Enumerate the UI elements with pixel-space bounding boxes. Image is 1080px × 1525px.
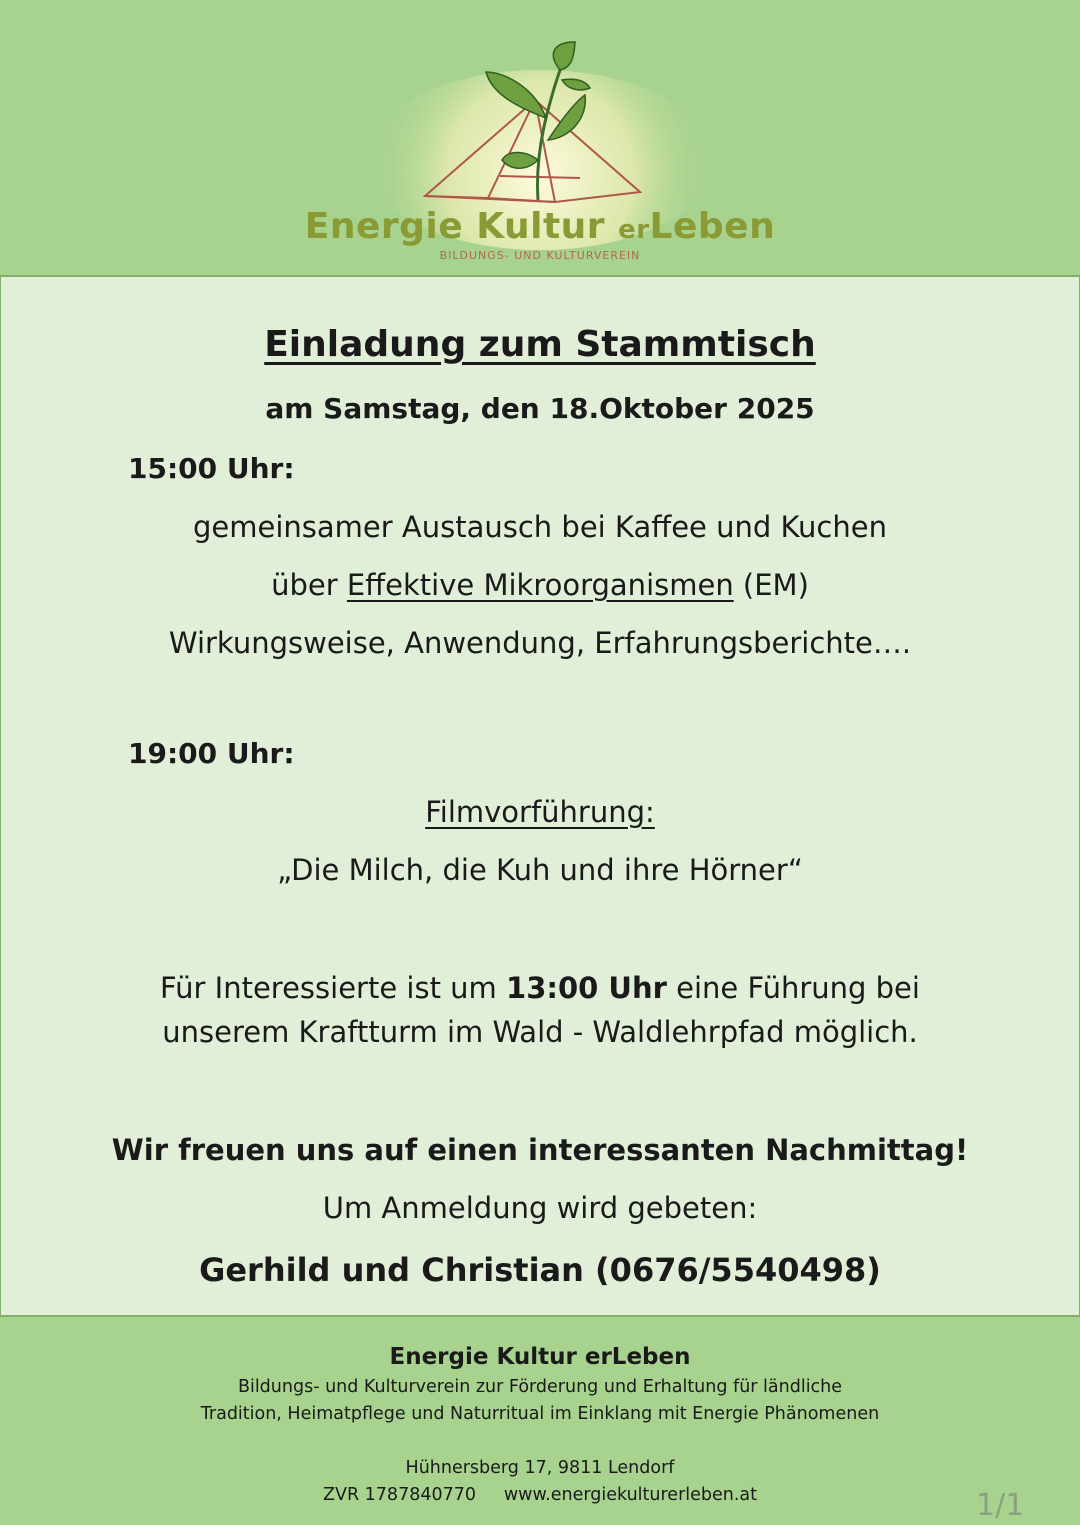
footer-website: www.energiekulturerleben.at	[503, 1485, 758, 1505]
closing-text: Wir freuen uns auf einen interessanten Nachmittag!	[111, 1133, 969, 1167]
film-label: Filmvorführung:	[425, 795, 655, 829]
logo-subtitle: BILDUNGS- UND KULTURVEREIN	[439, 249, 641, 262]
program-line-1: gemeinsamer Austausch bei Kaffee und Kuchen	[193, 510, 887, 544]
contact-info: Gerhild und Christian (0676/5540498)	[199, 1251, 881, 1289]
registration-text: Um Anmeldung wird gebeten:	[322, 1191, 758, 1225]
time-slot-1: 15:00 Uhr:	[128, 452, 295, 485]
footer-zvr-website	[0, 1485, 1080, 1505]
time-slot-2: 19:00 Uhr:	[128, 737, 295, 770]
program-line-2: über Effektive Mikroorganismen (EM)	[271, 568, 809, 602]
em-topic: Effektive Mikroorganismen	[346, 568, 734, 602]
tour-line-2: unserem Kraftturm im Wald - Waldlehrpfad möglich.	[162, 1015, 918, 1049]
footer-zvr: ZVR 1787840770	[322, 1485, 477, 1505]
page-indicator: 1/1	[976, 1488, 1025, 1523]
header-banner	[0, 0, 1080, 274]
footer-description-1: Bildungs- und Kulturverein zur Förderung und Erhaltung für ländliche	[237, 1377, 843, 1397]
footer-address: Hühnersberg 17, 9811 Lendorf	[405, 1458, 675, 1478]
footer-description-2: Tradition, Heimatpflege und Naturritual im Einklang mit Energie Phänomenen	[200, 1404, 880, 1424]
invitation-date: am Samstag, den 18.Oktober 2025	[265, 392, 815, 425]
invitation-title: Einladung zum Stammtisch	[264, 324, 816, 365]
program-line-3: Wirkungsweise, Anwendung, Erfahrungsberichte….	[168, 626, 912, 660]
logo-wordmark: Energie Kultur erLeben	[304, 206, 776, 247]
tour-line-1: Für Interessierte ist um 13:00 Uhr eine Führung bei	[160, 971, 920, 1005]
footer-org-name: Energie Kultur erLeben	[389, 1344, 691, 1370]
film-title: „Die Milch, die Kuh und ihre Hörner“	[277, 853, 803, 887]
